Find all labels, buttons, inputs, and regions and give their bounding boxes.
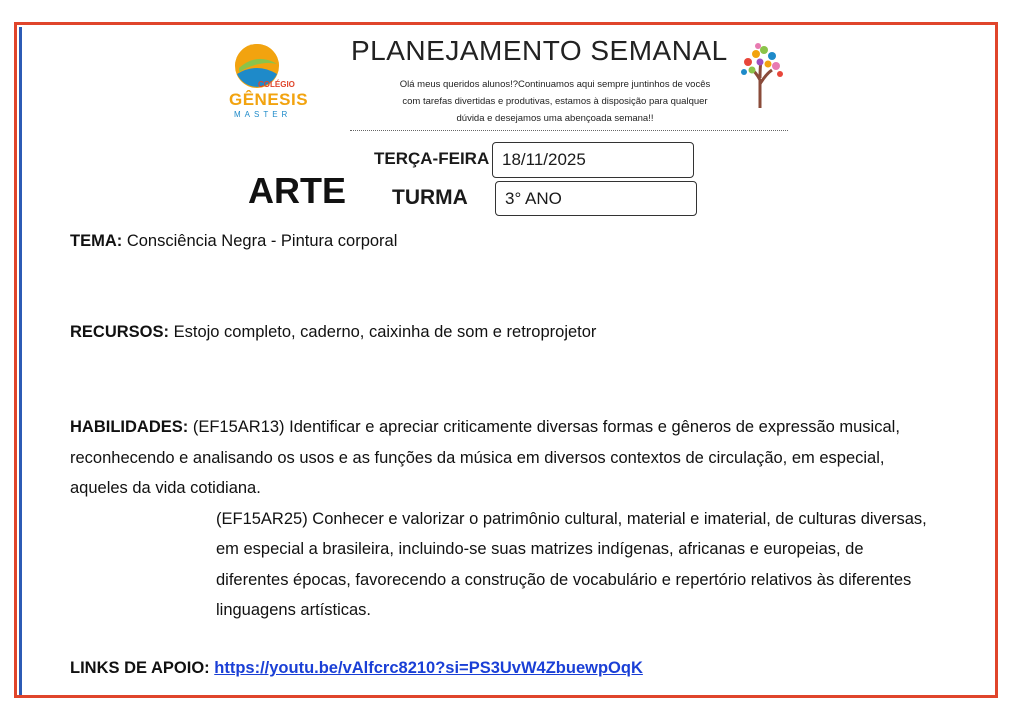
header-divider — [350, 130, 788, 131]
recursos-section — [70, 323, 596, 342]
page-title: PLANEJAMENTO SEMANAL — [351, 35, 728, 66]
habilidades-label: HABILIDADES: — [70, 418, 189, 436]
links-label: LINKS DE APOIO: — [70, 659, 210, 677]
tema-section — [70, 232, 397, 251]
habilidade-text-1: (EF15AR13) Identificar e apreciar criticamente diversas formas e gêneros de expressão musical, reconhecendo e analisando os usos e as funções da música em diversos contextos de circulação, em especial, aqueles da vida cotidiana. — [70, 418, 900, 497]
turma-label: TURMA — [392, 186, 468, 209]
date-field: 18/11/2025 — [492, 142, 694, 178]
subject-title: ARTE — [248, 170, 346, 211]
habilidade-paragraph — [70, 504, 940, 626]
tema-text: Consciência Negra - Pintura corporal — [126, 232, 398, 250]
intro-line: dúvida e desejamos uma abençoada semana!! — [456, 113, 654, 124]
logo-master-text: MASTER — [234, 110, 292, 119]
page-frame-accent — [19, 27, 22, 695]
links-section — [70, 659, 643, 678]
habilidades-section — [70, 412, 940, 626]
support-video-link[interactable]: https://youtu.be/vAlfcrc8210?si=PS3UvW4ZbuewpOqK — [214, 659, 643, 677]
logo-college-text: COLÉGIO — [258, 80, 295, 89]
intro-message — [377, 76, 733, 127]
habilidade-text-2: (EF15AR25) Conhecer e valorizar o patrimônio cultural, material e imaterial, de culturas diversas, em especial a brasileira, incluindo-se suas matrizes indígenas, africanas e europeias, de diferentes épocas, favorecendo a construção de vocabulário e repertório relativos às diferentes linguagens artísticas. — [216, 509, 927, 619]
intro-line: com tarefas divertidas e produtivas, estamos à disposição para qualquer — [402, 96, 708, 107]
intro-line: Olá meus queridos alunos!?Continuamos aqui sempre juntinhos de vocês — [399, 79, 711, 90]
recursos-text: Estojo completo, caderno, caixinha de som e retroprojetor — [173, 323, 597, 341]
turma-field: 3° ANO — [495, 181, 697, 216]
day-label: TERÇA-FEIRA — [374, 149, 490, 168]
logo-name-text: GÊNESIS — [229, 90, 309, 109]
habilidade-paragraph — [70, 412, 940, 504]
recursos-label: RECURSOS: — [70, 323, 170, 341]
tema-label: TEMA: — [70, 232, 123, 250]
tree-icon — [736, 40, 786, 110]
